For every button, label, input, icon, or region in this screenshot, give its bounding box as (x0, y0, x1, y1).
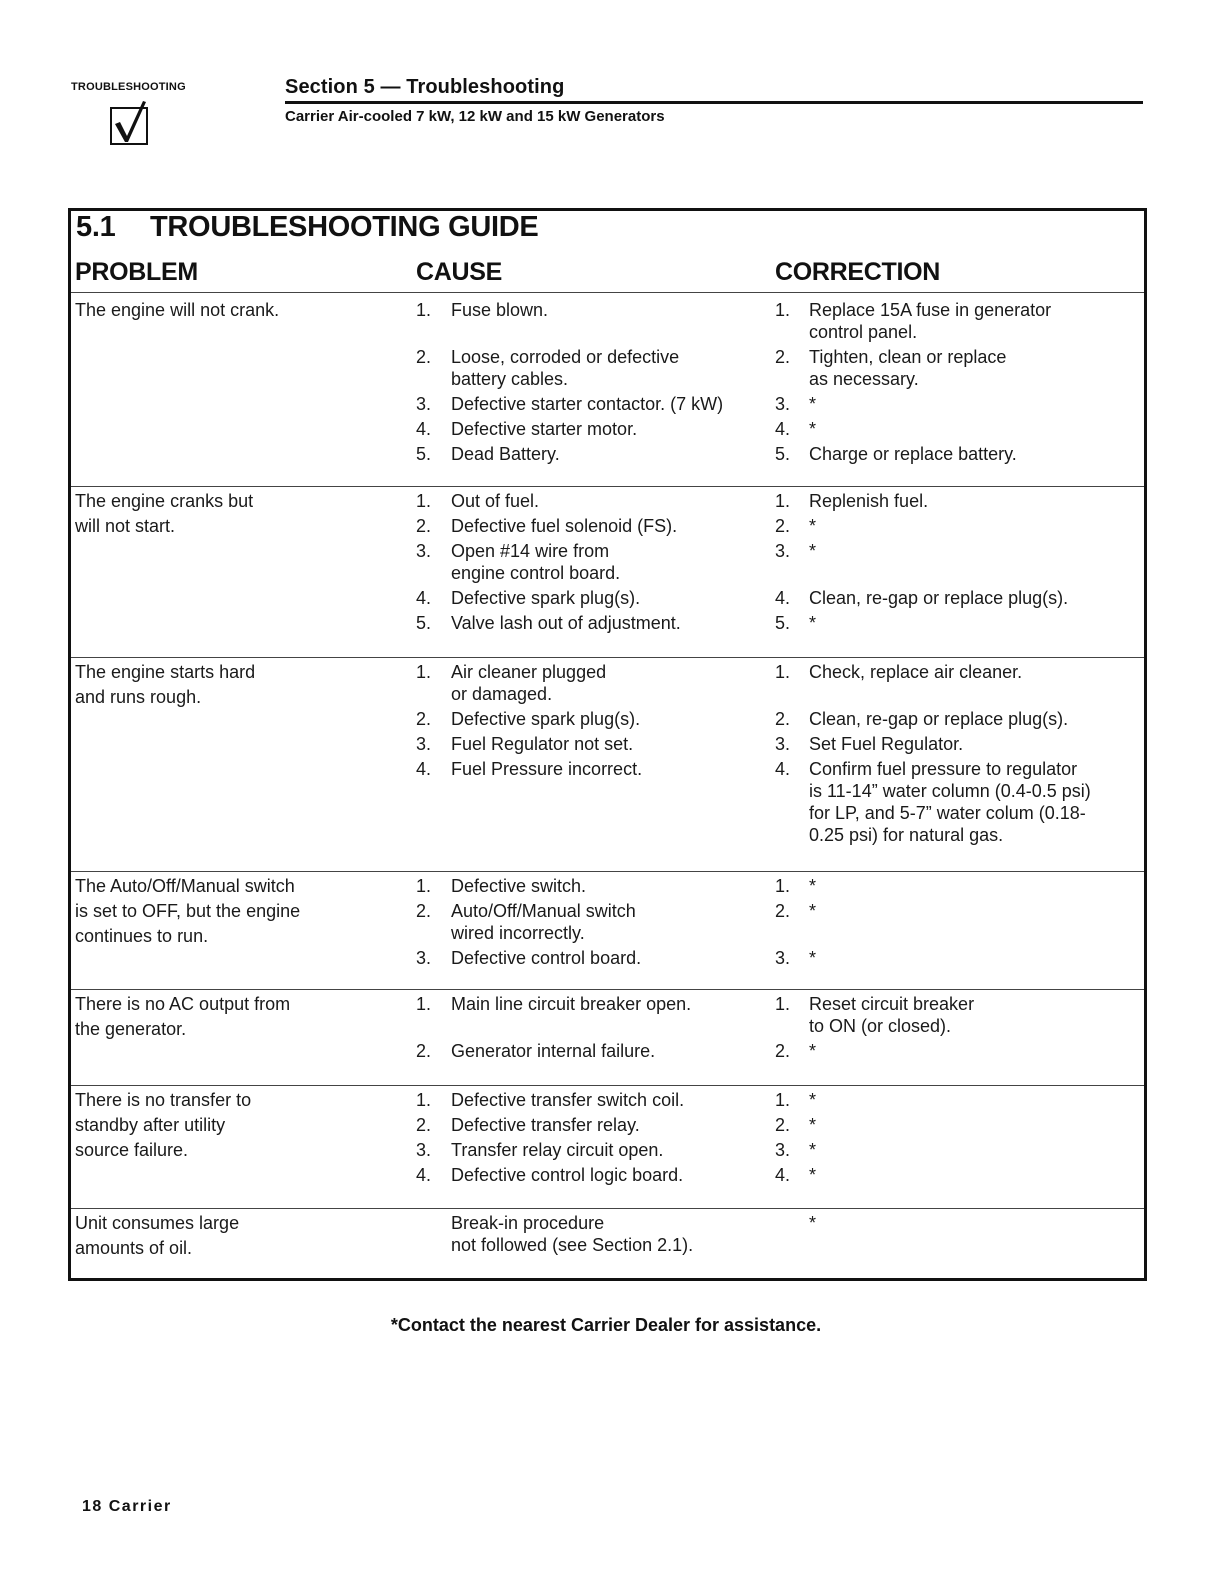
cause-text: Auto/Off/Manual switch (451, 901, 636, 921)
correction-text: Check, replace air cleaner. (809, 662, 1023, 682)
row-divider (71, 657, 1144, 658)
correction-text: Confirm fuel pressure to regulator (809, 759, 1078, 779)
problem-text: will not start. (75, 516, 176, 536)
cause-number: 3. (415, 734, 431, 754)
cause-text: Valve lash out of adjustment. (451, 613, 681, 633)
troubleshooting-guide-box (68, 208, 1147, 1281)
guide-title-text: TROUBLESHOOTING GUIDE (150, 211, 539, 243)
correction-number: 2. (774, 1041, 790, 1061)
cause-text: Out of fuel. (451, 491, 540, 511)
problem-text: The engine will not crank. (75, 300, 280, 320)
cause-text: Defective starter motor. (451, 419, 638, 439)
correction-text: * (809, 876, 817, 896)
problem-text: The engine cranks but (75, 491, 254, 511)
cause-number: 1. (415, 994, 431, 1014)
correction-text: as necessary. (809, 369, 919, 389)
cause-number: 1. (415, 491, 431, 511)
correction-number: 2. (774, 901, 790, 921)
correction-number: 4. (774, 588, 790, 608)
correction-text: * (809, 516, 817, 536)
cause-text: Defective control board. (451, 948, 642, 968)
correction-number: 2. (774, 709, 790, 729)
cause-text: Defective spark plug(s). (451, 588, 641, 608)
correction-number: 4. (774, 759, 790, 779)
correction-number: 1. (774, 1090, 790, 1110)
column-header-cause: CAUSE (416, 258, 503, 286)
column-header-problem: PROBLEM (75, 258, 198, 286)
correction-text: Replace 15A fuse in generator (809, 300, 1052, 320)
page-footer (82, 1498, 172, 1516)
correction-number: 4. (774, 419, 790, 439)
cause-number: 2. (415, 1041, 431, 1061)
cause-number: 1. (415, 876, 431, 896)
section-subtitle: Carrier Air-cooled 7 kW, 12 kW and 15 kW Generators (285, 108, 665, 125)
correction-text: * (809, 901, 817, 921)
correction-number: 2. (774, 347, 790, 367)
cause-number: 2. (415, 347, 431, 367)
correction-text: Replenish fuel. (809, 491, 929, 511)
column-header-correction: CORRECTION (775, 258, 941, 286)
cause-text: or damaged. (451, 684, 553, 704)
correction-text: * (809, 1140, 817, 1160)
correction-number: 3. (774, 734, 790, 754)
correction-text: is 11-14” water column (0.4-0.5 psi) (809, 781, 1091, 801)
cause-number: 1. (415, 662, 431, 682)
cause-number: 1. (415, 300, 431, 320)
correction-text: * (809, 1041, 817, 1061)
cause-text: Break-in procedure (451, 1213, 605, 1233)
cause-number: 4. (415, 1165, 431, 1185)
correction-text: * (809, 948, 817, 968)
problem-text: Unit consumes large (75, 1213, 240, 1233)
cause-number: 5. (415, 613, 431, 633)
cause-number: 4. (415, 419, 431, 439)
correction-text: * (809, 419, 817, 439)
correction-number: 1. (774, 876, 790, 896)
guide-title (76, 211, 538, 244)
footnote: *Contact the nearest Carrier Dealer for assistance. (390, 1315, 822, 1335)
problem-text: is set to OFF, but the engine (75, 901, 301, 921)
problem-text: source failure. (75, 1140, 189, 1160)
row-divider (71, 1085, 1144, 1086)
cause-text: Air cleaner plugged (451, 662, 607, 682)
correction-number: 1. (774, 300, 790, 320)
correction-text: * (809, 1115, 817, 1135)
page-number: 18 (82, 1498, 103, 1515)
correction-number: 3. (774, 394, 790, 414)
cause-number: 2. (415, 516, 431, 536)
cause-text: wired incorrectly. (451, 923, 585, 943)
cause-number: 3. (415, 1140, 431, 1160)
cause-text: not followed (see Section 2.1). (451, 1235, 694, 1255)
correction-number: 2. (774, 516, 790, 536)
cause-text: Defective transfer relay. (451, 1115, 640, 1135)
cause-number: 3. (415, 541, 431, 561)
cause-text: Defective transfer switch coil. (451, 1090, 685, 1110)
correction-text: * (809, 541, 817, 561)
correction-number: 2. (774, 1115, 790, 1135)
row-divider (71, 989, 1144, 990)
cause-text: Open #14 wire from (451, 541, 610, 561)
row-divider (71, 871, 1144, 872)
cause-text: Loose, corroded or defective (451, 347, 680, 367)
cause-text: Fuse blown. (451, 300, 549, 320)
cause-text: battery cables. (451, 369, 569, 389)
cause-number: 4. (415, 588, 431, 608)
problem-text: There is no AC output from (75, 994, 291, 1014)
correction-number: 3. (774, 541, 790, 561)
cause-number: 5. (415, 444, 431, 464)
correction-number: 5. (774, 613, 790, 633)
problem-text: continues to run. (75, 926, 209, 946)
cause-number: 4. (415, 759, 431, 779)
footer-brand: Carrier (108, 1498, 172, 1515)
correction-text: * (809, 1090, 817, 1110)
cause-number: 3. (415, 948, 431, 968)
cause-text: Defective control logic board. (451, 1165, 684, 1185)
correction-number: 1. (774, 994, 790, 1014)
cause-text: Defective starter contactor. (7 kW) (451, 394, 724, 414)
correction-text: Charge or replace battery. (809, 444, 1017, 464)
cause-text: Fuel Regulator not set. (451, 734, 634, 754)
correction-text: * (809, 394, 817, 414)
problem-text: amounts of oil. (75, 1238, 193, 1258)
correction-text: to ON (or closed). (809, 1016, 952, 1036)
cause-text: Transfer relay circuit open. (451, 1140, 664, 1160)
cause-number: 1. (415, 1090, 431, 1110)
cause-text: Dead Battery. (451, 444, 560, 464)
cause-text: engine control board. (451, 563, 621, 583)
correction-number: 1. (774, 662, 790, 682)
checkmark-box-icon (110, 98, 148, 146)
correction-text: Clean, re-gap or replace plug(s). (809, 588, 1069, 608)
row-divider (71, 486, 1144, 487)
correction-text: * (809, 1213, 817, 1233)
problem-text: The engine starts hard (75, 662, 256, 682)
section-title: Section 5 — Troubleshooting (285, 76, 565, 98)
problem-text: There is no transfer to (75, 1090, 252, 1110)
correction-text: for LP, and 5-7” water colum (0.18- (809, 803, 1086, 823)
cause-text: Generator internal failure. (451, 1041, 656, 1061)
row-divider (71, 1208, 1144, 1209)
problem-text: The Auto/Off/Manual switch (75, 876, 295, 896)
correction-number: 4. (774, 1165, 790, 1185)
cause-number: 2. (415, 1115, 431, 1135)
correction-number: 3. (774, 1140, 790, 1160)
correction-text: Set Fuel Regulator. (809, 734, 964, 754)
guide-number: 5.1 (76, 211, 116, 243)
section-title-rule (285, 101, 1143, 104)
correction-text: 0.25 psi) for natural gas. (809, 825, 1004, 845)
cause-text: Defective fuel solenoid (FS). (451, 516, 678, 536)
correction-text: * (809, 1165, 817, 1185)
problem-text: and runs rough. (75, 687, 202, 707)
correction-number: 5. (774, 444, 790, 464)
correction-text: Reset circuit breaker (809, 994, 975, 1014)
correction-text: control panel. (809, 322, 918, 342)
cause-text: Fuel Pressure incorrect. (451, 759, 643, 779)
problem-text: the generator. (75, 1019, 187, 1039)
cause-text: Defective switch. (451, 876, 587, 896)
correction-number: 3. (774, 948, 790, 968)
correction-text: * (809, 613, 817, 633)
cause-number: 2. (415, 901, 431, 921)
cause-number: 2. (415, 709, 431, 729)
cause-text: Defective spark plug(s). (451, 709, 641, 729)
correction-number: 1. (774, 491, 790, 511)
cause-text: Main line circuit breaker open. (451, 994, 692, 1014)
side-section-label: TROUBLESHOOTING (71, 81, 186, 93)
correction-text: Tighten, clean or replace (809, 347, 1007, 367)
header-rule (71, 292, 1144, 293)
problem-text: standby after utility (75, 1115, 226, 1135)
cause-number: 3. (415, 394, 431, 414)
correction-text: Clean, re-gap or replace plug(s). (809, 709, 1069, 729)
